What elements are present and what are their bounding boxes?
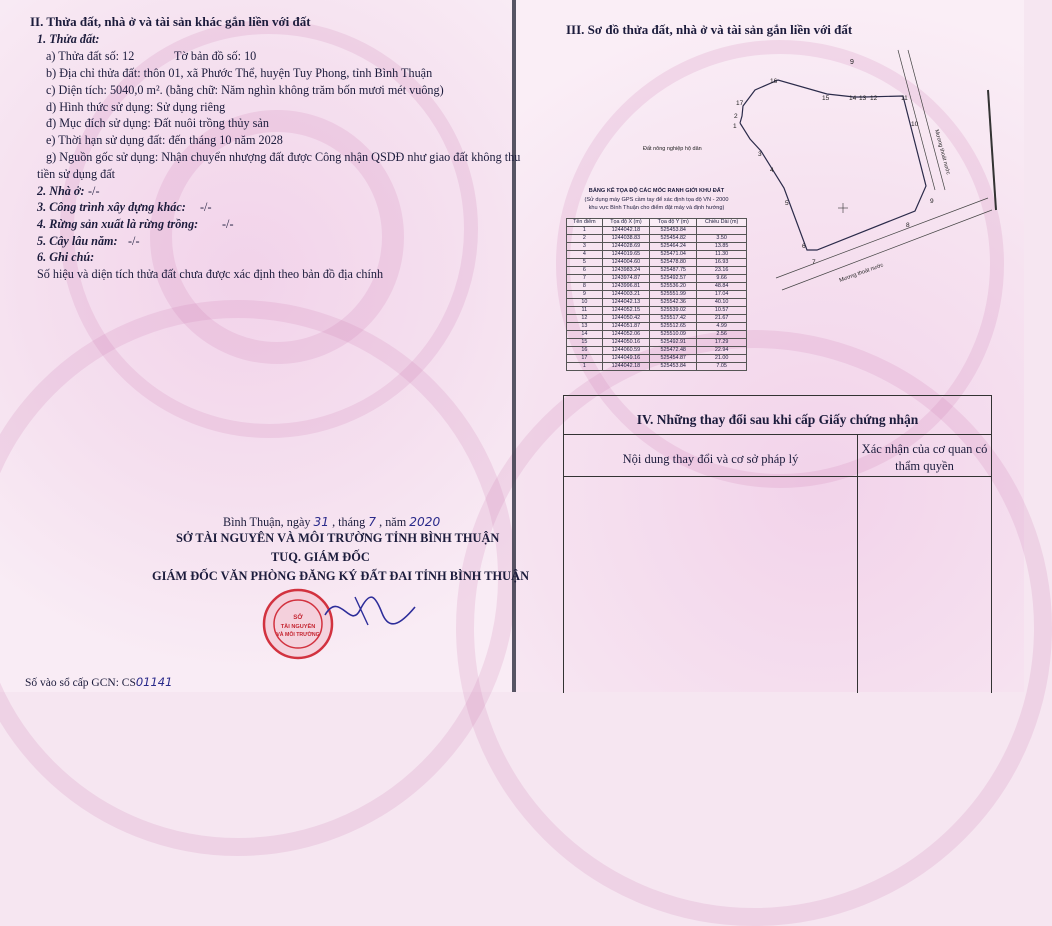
director-title: GIÁM ĐỐC VĂN PHÒNG ĐĂNG KÝ ĐẤT ĐAI TỈNH BÌNH THUẬN (152, 569, 530, 583)
table-cell: 17 (567, 355, 603, 363)
table-cell: 525454.82 (650, 235, 697, 243)
table-cell: 1243983.24 (602, 267, 649, 275)
section-4-box (563, 395, 992, 693)
table-cell: 1244004.60 (602, 259, 649, 267)
table-cell: 9.66 (697, 275, 747, 283)
table-cell: 7 (567, 275, 603, 283)
table-cell: 6 (567, 267, 603, 275)
coord-table-note-2: khu vực Bình Thuận cho điểm đặt máy và định hướng) (588, 205, 725, 211)
table-cell: 8 (567, 283, 603, 291)
table-cell: 12 (567, 315, 603, 323)
section-3-title: III. Sơ đồ thửa đất, nhà ở và tài sản gắn liền với đất (566, 22, 853, 37)
svg-text:14: 14 (849, 95, 857, 102)
changes-column-header: Nội dung thay đổi và cơ sở pháp lý (622, 452, 799, 466)
table-row (567, 251, 747, 259)
table-cell: 525487.75 (650, 267, 697, 275)
date-day: 31 (313, 515, 330, 529)
svg-text:6: 6 (802, 243, 806, 250)
table-cell: 17.04 (697, 291, 747, 299)
table-cell: 15 (567, 339, 603, 347)
table-row (567, 291, 747, 299)
table-cell: 1244019.65 (602, 251, 649, 259)
table-row (567, 227, 747, 235)
table-cell: 10.57 (697, 307, 747, 315)
usage-origin-cont: tiền sử dụng đất (37, 167, 116, 181)
table-cell: 4 (567, 251, 603, 259)
table-cell: 5 (567, 259, 603, 267)
table-row (567, 355, 747, 363)
note-text: Số hiệu và diện tích thửa đất chưa được xác định theo bản đồ địa chính (37, 267, 384, 281)
table-cell: 525472.48 (650, 347, 697, 355)
coord-table-title: BẢNG KÊ TỌA ĐỘ CÁC MỐC RANH GIỚI KHU ĐẤT (588, 188, 725, 194)
house-value: -/- (88, 184, 100, 198)
perennial-label: 5. Cây lâu năm: (37, 234, 118, 248)
svg-text:16: 16 (770, 78, 778, 85)
table-row (567, 267, 747, 275)
section-4-title: IV. Những thay đổi sau khi cấp Giấy chứng nhận (636, 412, 919, 427)
table-cell: 14 (567, 331, 603, 339)
table-cell: 525542.36 (650, 299, 697, 307)
table-cell: 525536.20 (650, 283, 697, 291)
seal-text-bottom: VÀ MÔI TRƯỜNG (276, 632, 320, 638)
signing-date (223, 514, 440, 530)
col-point-name: Tên điểm (567, 219, 603, 227)
usage-term: e) Thời hạn sử dụng đất: đến tháng 10 năm 2028 (46, 133, 283, 147)
note-label: 6. Ghi chú: (37, 250, 95, 264)
svg-text:9: 9 (930, 198, 934, 205)
issuing-organization: SỞ TÀI NGUYÊN VÀ MÔI TRƯỜNG TỈNH BÌNH THUẬN (176, 531, 500, 545)
svg-text:15: 15 (822, 95, 830, 102)
table-cell: 2 (567, 235, 603, 243)
svg-text:4: 4 (770, 167, 774, 174)
table-cell: 1244038.83 (602, 235, 649, 243)
table-cell: 1243974.87 (602, 275, 649, 283)
table-cell: 16.93 (697, 259, 747, 267)
date-month: 7 (368, 515, 377, 529)
svg-text:13: 13 (859, 95, 867, 102)
svg-text:8: 8 (906, 222, 910, 229)
table-cell: 1243996.81 (602, 283, 649, 291)
table-cell: 3.50 (697, 235, 747, 243)
table-cell: 1244042.18 (602, 363, 649, 371)
table-row (567, 315, 747, 323)
table-cell: 2.56 (697, 331, 747, 339)
table-cell: 1244003.21 (602, 291, 649, 299)
table-row (567, 275, 747, 283)
svg-text:11: 11 (901, 95, 908, 102)
table-cell: 525517.42 (650, 315, 697, 323)
plot-area: c) Diện tích: 5040,0 m². (bằng chữ: Năm nghìn không trăm bốn mươi mét vuông) (46, 83, 444, 97)
book-entry (25, 674, 172, 691)
svg-text:2: 2 (734, 113, 738, 120)
table-cell: 525539.02 (650, 307, 697, 315)
table-cell: 7.05 (697, 363, 747, 371)
table-cell: 525510.09 (650, 331, 697, 339)
book-entry-label: Số vào sổ cấp GCN: CS (25, 677, 136, 689)
table-cell: 11 (567, 307, 603, 315)
table-cell: 4.99 (697, 323, 747, 331)
plot-address: b) Địa chỉ thửa đất: thôn 01, xã Phước Thể, huyện Tuy Phong, tỉnh Bình Thuận (46, 66, 433, 80)
coord-table-note-1: (Sử dụng máy GPS cầm tay để xác định tọa độ VN - 2000 (584, 197, 729, 203)
table-cell: 16 (567, 347, 603, 355)
date-prefix: Bình Thuận, ngày (223, 515, 311, 529)
table-cell: 1 (567, 227, 603, 235)
table-cell: 1244050.42 (602, 315, 649, 323)
svg-text:17: 17 (736, 100, 744, 107)
plot-boundary (740, 80, 926, 250)
table-cell: 1244028.69 (602, 243, 649, 251)
table-cell: 17.29 (697, 339, 747, 347)
table-row (567, 243, 747, 251)
table-header-row (567, 219, 747, 227)
seal-text-top: SỞ (293, 614, 303, 621)
table-cell (697, 227, 747, 235)
table-cell: 13 (567, 323, 603, 331)
table-row (567, 299, 747, 307)
table-cell: 11.30 (697, 251, 747, 259)
section-2-title: II. Thửa đất, nhà ở và tài sản khác gắn liền với đất (30, 14, 311, 29)
table-cell: 1244052.15 (602, 307, 649, 315)
signature (320, 585, 420, 635)
table-cell: 1244042.13 (602, 299, 649, 307)
table-row (567, 307, 747, 315)
planted-forest-value: -/- (222, 217, 234, 231)
table-cell: 525512.65 (650, 323, 697, 331)
other-construction-label: 3. Công trình xây dựng khác: (37, 200, 186, 214)
coordinate-table (566, 218, 747, 371)
table-row (567, 331, 747, 339)
table-cell: 21.67 (697, 315, 747, 323)
plot-heading: 1. Thửa đất: (37, 32, 100, 46)
table-cell: 21.00 (697, 355, 747, 363)
svg-text:1: 1 (733, 123, 737, 130)
svg-text:10: 10 (911, 121, 919, 128)
table-cell: 525478.80 (650, 259, 697, 267)
table-cell: 1244052.06 (602, 331, 649, 339)
table-cell: 1244051.87 (602, 323, 649, 331)
table-cell: 525492.57 (650, 275, 697, 283)
seal-text-mid: TÀI NGUYÊN (280, 624, 316, 630)
north-arrow-icon (988, 90, 996, 210)
svg-text:3: 3 (758, 151, 762, 158)
table-row (567, 339, 747, 347)
label-drainage-canal-east: Mương thoát nước (933, 128, 951, 176)
table-cell: 1244042.18 (602, 227, 649, 235)
col-length: Chiều Dài (m) (697, 219, 747, 227)
authority-tuq: TUQ. GIÁM ĐỐC (271, 550, 370, 564)
table-cell: 40.10 (697, 299, 747, 307)
table-row (567, 323, 747, 331)
table-cell: 23.16 (697, 267, 747, 275)
label-farmland: Đất nông nghiệp hộ dân (643, 146, 702, 152)
svg-text:12: 12 (870, 95, 878, 102)
table-row (567, 347, 747, 355)
neighbour-parcel-number: 9 (850, 59, 854, 66)
table-cell: 1244050.16 (602, 339, 649, 347)
svg-text:5: 5 (785, 200, 789, 207)
table-cell: 525551.99 (650, 291, 697, 299)
table-cell: 9 (567, 291, 603, 299)
table-cell: 1 (567, 363, 603, 371)
table-row (567, 283, 747, 291)
map-sheet-number: Tờ bản đồ số: 10 (174, 49, 257, 63)
date-year: 2020 (409, 515, 441, 529)
page-fold (512, 0, 516, 692)
table-cell: 1244060.59 (602, 347, 649, 355)
table-cell: 525454.87 (650, 355, 697, 363)
usage-form: d) Hình thức sử dụng: Sử dụng riêng (46, 100, 226, 114)
table-cell: 525492.91 (650, 339, 697, 347)
house-label: 2. Nhà ở: (37, 184, 85, 198)
book-entry-number: 01141 (135, 675, 173, 689)
table-cell: 48.84 (697, 283, 747, 291)
vertex-labels (733, 78, 934, 266)
table-cell: 22.94 (697, 347, 747, 355)
table-cell: 525464.24 (650, 243, 697, 251)
table-cell: 1244049.16 (602, 355, 649, 363)
table-row (567, 259, 747, 267)
date-month-label: , tháng (332, 515, 366, 529)
label-drainage-canal-south: Mương thoát nước (838, 262, 885, 284)
table-cell: 525453.84 (650, 227, 697, 235)
table-row (567, 235, 747, 243)
table-cell: 525471.04 (650, 251, 697, 259)
table-cell: 13.85 (697, 243, 747, 251)
perennial-value: -/- (128, 234, 140, 248)
usage-purpose: đ) Mục đích sử dụng: Đất nuôi trồng thủy sản (46, 116, 269, 130)
table-cell: 525453.84 (650, 363, 697, 371)
col-x: Tọa độ X (m) (602, 219, 649, 227)
date-year-label: , năm (379, 515, 407, 529)
col-y: Tọa độ Y (m) (650, 219, 697, 227)
table-row (567, 363, 747, 371)
usage-origin: g) Nguồn gốc sử dụng: Nhận chuyển nhượng đất được Công nhận QSDĐ như giao đất không thu (46, 150, 521, 164)
other-construction-value: -/- (200, 200, 212, 214)
table-cell: 3 (567, 243, 603, 251)
planted-forest-label: 4. Rừng sản xuất là rừng trồng: (37, 217, 199, 231)
plot-number: a) Thửa đất số: 12 (46, 49, 135, 63)
table-cell: 10 (567, 299, 603, 307)
confirmation-column-header: Xác nhận của cơ quan có thẩm quyền (861, 442, 988, 473)
svg-text:7: 7 (812, 259, 816, 266)
